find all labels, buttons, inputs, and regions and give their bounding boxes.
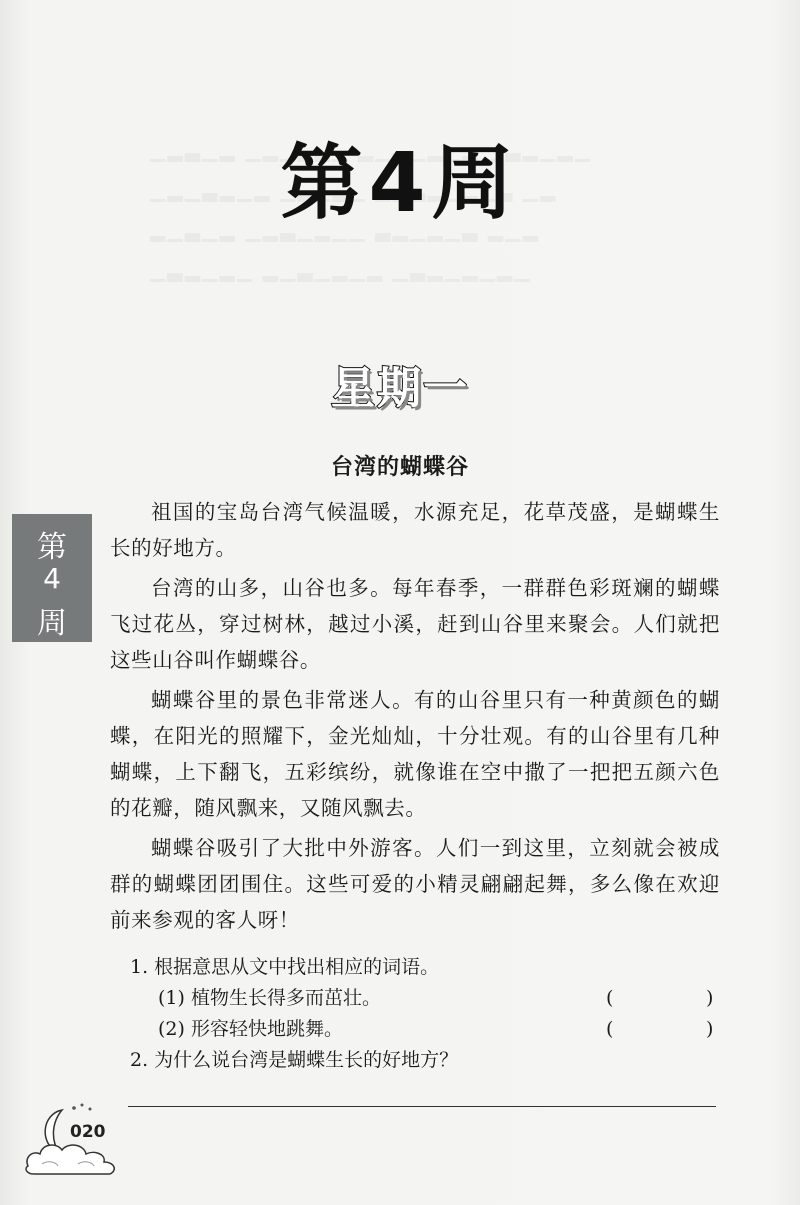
side-tab-char: 周 xyxy=(37,606,67,641)
article-paragraph: 台湾的山多，山谷也多。每年春季，一群群色彩斑斓的蝴蝶飞过花丛，穿过树林，越过小溪，赶到山谷里来聚会。人们就把这些山谷叫作蝴蝶谷。 xyxy=(110,576,720,672)
article-paragraph: 蝴蝶谷里的景色非常迷人。有的山谷里只有一种黄颜色的蝴蝶，在阳光的照耀下，金光灿灿，十分壮观。有的山谷里有几种蝴蝶，上下翻飞，五彩缤纷，就像谁在空中撒了一把把五颜六色的花瓣，随风飘来，又随风飘去。 xyxy=(110,688,720,820)
article-title: 台湾的蝴蝶谷 xyxy=(330,455,469,480)
day-title-text: 星期一 xyxy=(331,363,469,414)
page-number: 020 xyxy=(70,1122,106,1142)
sub-question-text: (1) 植物生长得多而茁壮。 xyxy=(158,987,381,1009)
answer-line[interactable] xyxy=(128,1106,716,1107)
side-tab-char: 4 xyxy=(43,562,61,595)
question-1-sub-2 xyxy=(130,1014,720,1045)
article-body xyxy=(110,494,720,942)
question-1: 1. 根据意思从文中找出相应的词语。 xyxy=(130,956,440,978)
sub-question-text: (2) 形容轻快地跳舞。 xyxy=(158,1018,343,1040)
side-tab-char: 第 xyxy=(37,530,67,565)
question-1-sub-1 xyxy=(130,983,720,1014)
answer-blank-open[interactable]: ( xyxy=(606,1018,614,1040)
page-number-badge xyxy=(22,1100,132,1180)
answer-blank-close: ) xyxy=(706,987,714,1009)
exercise-section xyxy=(130,952,720,1076)
article-paragraph: 蝴蝶谷吸引了大批中外游客。人们一到这里，立刻就会被成群的蝴蝶团团围住。这些可爱的小精灵翩翩起舞，多么像在欢迎前来参观的客人呀！ xyxy=(110,836,720,932)
week-title: 第4周 xyxy=(280,136,520,231)
answer-blank-close: ) xyxy=(706,1018,714,1040)
question-2: 2. 为什么说台湾是蝴蝶生长的好地方？ xyxy=(130,1049,459,1071)
answer-blank-open[interactable]: ( xyxy=(606,987,614,1009)
week-side-tab xyxy=(12,514,92,642)
day-title xyxy=(0,352,800,416)
article-paragraph: 祖国的宝岛台湾气候温暖，水源充足，花草茂盛，是蝴蝶生长的好地方。 xyxy=(110,500,720,560)
